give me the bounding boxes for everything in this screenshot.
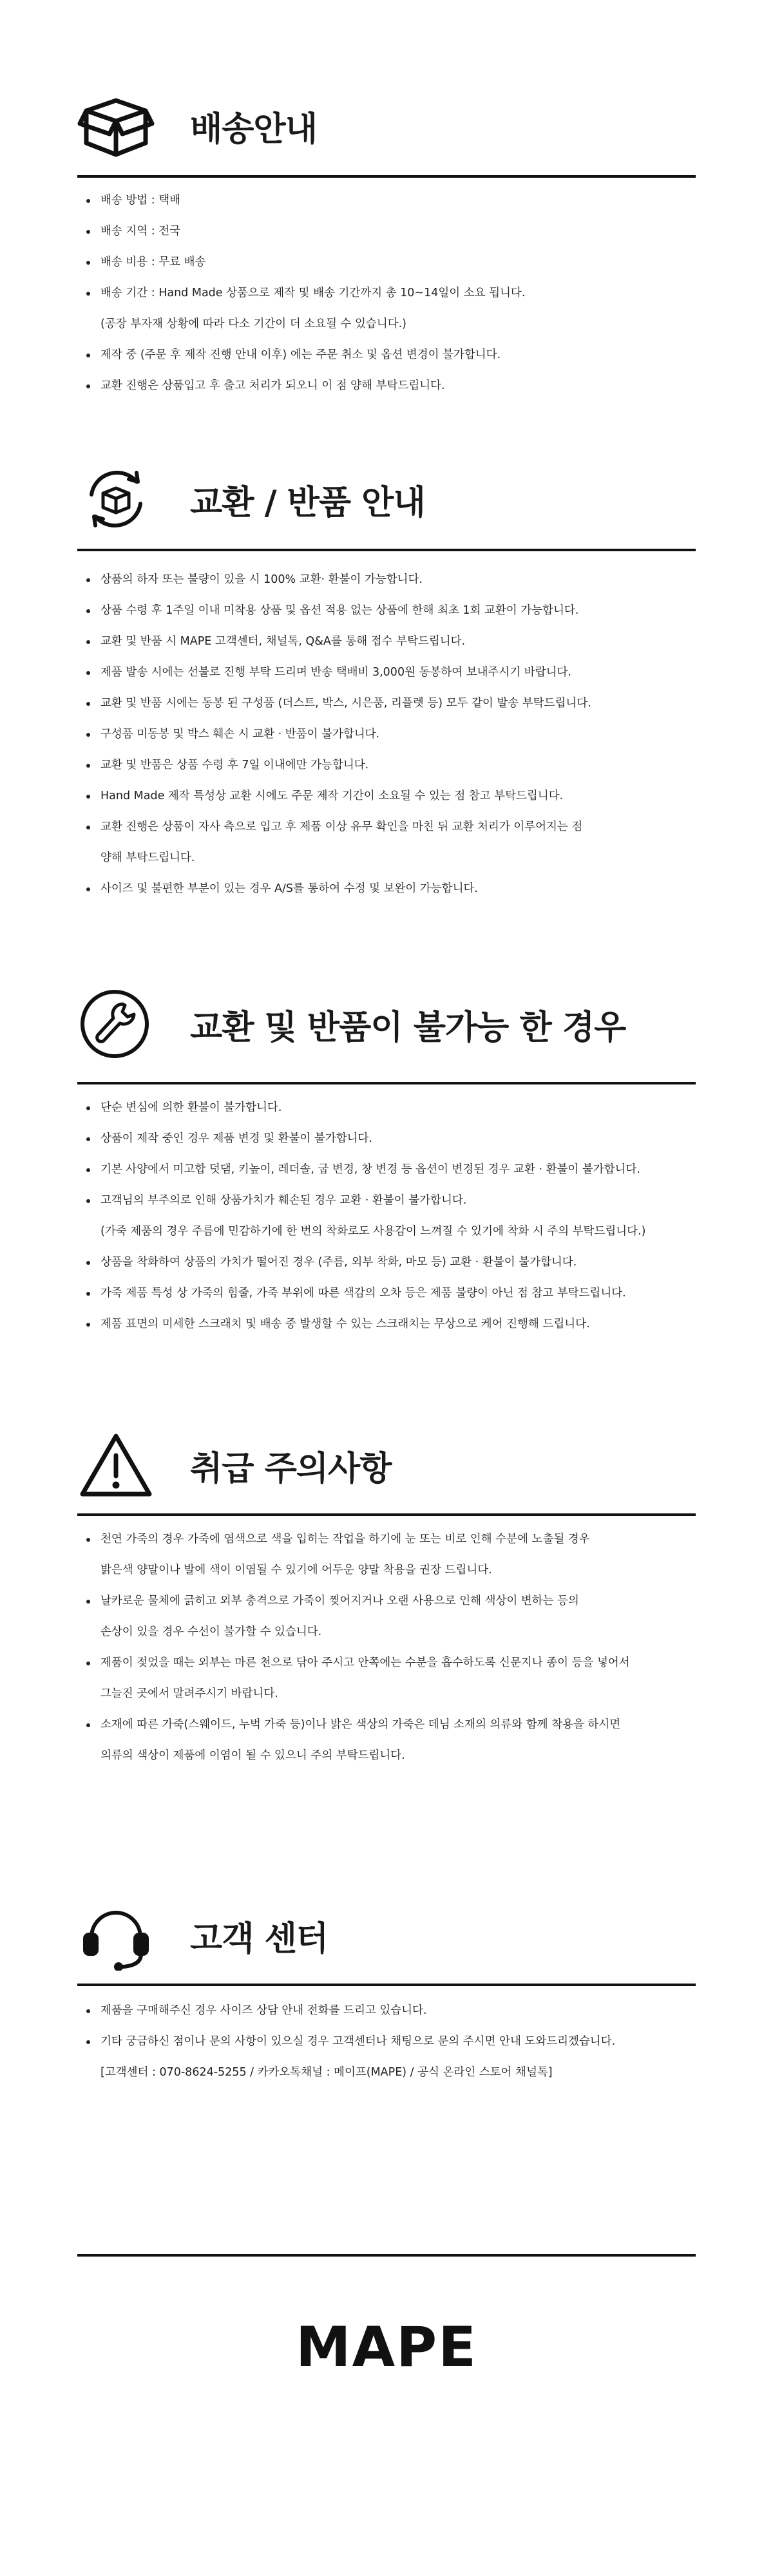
- impossible-list: [77, 1100, 696, 1347]
- caution-title: 취급 주의사항: [190, 1450, 392, 1488]
- shipping-divider: [77, 175, 696, 178]
- list-item: 배송 방법 : 택배: [77, 193, 696, 208]
- list-item: 기타 궁금하신 점이나 문의 사항이 있으실 경우 고객센터나 채팅으로 문의 주시면 안내 도와드리겠습니다. [고객센터 : 070-8624-5255 / 카카오톡채널 : 메이프(MAPE) / 공식 온라인 스토어 채널톡]: [77, 2034, 696, 2080]
- list-item: 제품을 구매해주신 경우 사이즈 상담 안내 전화를 드리고 있습니다.: [77, 2003, 696, 2018]
- caution-header: [77, 1430, 696, 1501]
- service-list: [77, 2003, 696, 2096]
- list-item: 교환 및 반품 시 MAPE 고객센터, 채널톡, Q&A를 통해 접수 부탁드립니다.: [77, 634, 696, 649]
- list-item: 상품이 제작 중인 경우 제품 변경 및 환불이 불가합니다.: [77, 1131, 696, 1146]
- exchange-divider: [77, 549, 696, 551]
- caution-list: [77, 1531, 696, 1779]
- list-item: 구성품 미동봉 및 박스 훼손 시 교환 · 반품이 불가합니다.: [77, 726, 696, 742]
- footer-divider: [77, 2254, 696, 2257]
- shipping-title: 배송안내: [190, 110, 317, 149]
- list-item: 천연 가죽의 경우 가죽에 염색으로 색을 입히는 작업을 하기에 눈 또는 비로 인해 수분에 노출될 경우 밝은색 양말이나 발에 색이 이염될 수 있기에 어두운 양말 착용을 권장 드립니다.: [77, 1531, 696, 1578]
- list-item: 교환 진행은 상품이 자사 측으로 입고 후 제품 이상 유무 확인을 마친 뒤 교환 처리가 이루어지는 점 양해 부탁드립니다.: [77, 819, 696, 866]
- wrench-icon: [77, 989, 155, 1059]
- list-item: 상품을 착화하여 상품의 가치가 떨어진 경우 (주름, 외부 착화, 마모 등) 교환 · 환불이 불가합니다.: [77, 1255, 696, 1270]
- list-item: 제품이 젖었을 때는 외부는 마른 천으로 닦아 주시고 안쪽에는 수분을 흡수하도록 신문지나 종이 등을 넣어서 그늘진 곳에서 말려주시기 바랍니다.: [77, 1655, 696, 1701]
- exchange-header: [77, 464, 696, 535]
- list-item: 고객님의 부주의로 인해 상품가치가 훼손된 경우 교환 · 환불이 불가합니다. (가죽 제품의 경우 주름에 민감하기에 한 번의 착화로도 사용감이 느껴질 수 있기에 착화 시 주의 부탁드립니다.): [77, 1193, 696, 1239]
- list-item: 기본 사양에서 미고합 덧댐, 키높이, 레더솔, 굽 변경, 창 변경 등 옵션이 변경된 경우 교환 · 환불이 불가합니다.: [77, 1162, 696, 1177]
- list-item: 제품 표면의 미세한 스크래치 및 배송 중 발생할 수 있는 스크래치는 무상으로 케어 진행해 드립니다.: [77, 1316, 696, 1332]
- list-item: 가죽 제품 특성 상 가죽의 힘줄, 가죽 부위에 따른 색감의 오차 등은 제품 불량이 아닌 점 참고 부탁드립니다.: [77, 1285, 696, 1301]
- list-item: 상품의 하자 또는 불량이 있을 시 100% 교환· 환불이 가능합니다.: [77, 572, 696, 587]
- list-item: 단순 변심에 의한 환불이 불가합니다.: [77, 1100, 696, 1115]
- exchange-cycle-icon: [77, 464, 155, 535]
- list-item: 배송 기간 : Hand Made 상품으로 제작 및 배송 기간까지 총 10~14일이 소요 됩니다. (공장 부자재 상황에 따라 다소 기간이 더 소요될 수 있습니다.): [77, 285, 696, 332]
- list-item: 교환 진행은 상품입고 후 출고 처리가 되오니 이 점 양해 부탁드립니다.: [77, 378, 696, 393]
- impossible-title: 교환 및 반품이 불가능 한 경우: [190, 1009, 626, 1047]
- list-item: 날카로운 물체에 긁히고 외부 충격으로 가죽이 찢어지거나 오랜 사용으로 인해 색상이 변하는 등의 손상이 있을 경우 수선이 불가할 수 있습니다.: [77, 1593, 696, 1640]
- list-item: Hand Made 제작 특성상 교환 시에도 주문 제작 기간이 소요될 수 있는 점 참고 부탁드립니다.: [77, 788, 696, 804]
- exchange-list: [77, 572, 696, 912]
- impossible-header: [77, 989, 696, 1059]
- shipping-header: [77, 90, 696, 161]
- list-item: 제작 중 (주문 후 제작 진행 안내 이후) 에는 주문 취소 및 옵션 변경이 불가합니다.: [77, 347, 696, 363]
- list-item: 소재에 따른 가죽(스웨이드, 누벅 가죽 등)이나 밝은 색상의 가죽은 데님 소재의 의류와 함께 착용을 하시면 의류의 색상이 제품에 이염이 될 수 있으니 주의 부탁드립니다.: [77, 1717, 696, 1763]
- service-title: 고객 센터: [190, 1920, 329, 1958]
- list-item: 배송 지역 : 전국: [77, 223, 696, 239]
- list-item: 교환 및 반품은 상품 수령 후 7일 이내에만 가능합니다.: [77, 757, 696, 773]
- list-item: 교환 및 반품 시에는 동봉 된 구성품 (더스트, 박스, 시은품, 리플렛 등) 모두 같이 발송 부탁드립니다.: [77, 696, 696, 711]
- list-item: 상품 수령 후 1주일 이내 미착용 상품 및 옵션 적용 없는 상품에 한해 최초 1회 교환이 가능합니다.: [77, 603, 696, 618]
- list-item: 사이즈 및 불편한 부분이 있는 경우 A/S를 통하여 수정 및 보완이 가능합니다.: [77, 881, 696, 896]
- impossible-divider: [77, 1082, 696, 1084]
- warning-icon: [77, 1430, 155, 1501]
- caution-divider: [77, 1513, 696, 1516]
- list-item: 제품 발송 시에는 선불로 진행 부탁 드리며 반송 택배비 3,000원 동봉하여 보내주시기 바랍니다.: [77, 665, 696, 680]
- service-header: [77, 1900, 696, 1971]
- list-item: 배송 비용 : 무료 배송: [77, 254, 696, 270]
- service-divider: [77, 1984, 696, 1986]
- exchange-title: 교환 / 반품 안내: [190, 484, 425, 522]
- box-icon: [77, 90, 155, 161]
- shipping-list: [77, 193, 696, 409]
- brand-logo: MAPE: [296, 2315, 477, 2380]
- headset-icon: [77, 1900, 155, 1971]
